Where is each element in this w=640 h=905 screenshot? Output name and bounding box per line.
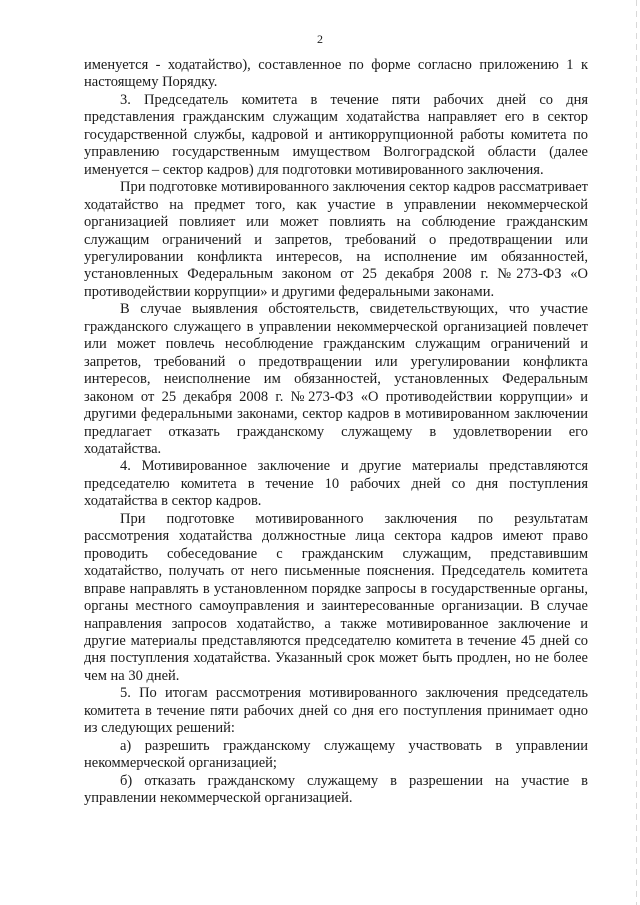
page-number: 2 [317,32,323,46]
paragraph-preparation: При подготовке мотивированного заключения сектор кадров рассматривает ходатайство на предмет того, как участие в управлении некоммерческой организацией повлияет или может повлиять на соблюдение гражданским служащим ограничений и запретов, требований о предотвращении или урегулировании конфликта интересов, на исполнение им обязанностей, установленных Федеральным законом от 25 декабря 2008 г. №273-ФЗ «О противодействии коррупции» и другими федеральными законами. [84,179,588,300]
paragraph-continuation: именуется - ходатайство), составленное по форме согласно приложению 1 к настоящему Порядку. [84,57,588,91]
paragraph-review-rights: При подготовке мотивированного заключения по результатам рассмотрения ходатайства должностные лица сектора кадров имеют право проводить собеседование с гражданским служащим, представившим ходатайство, получать от него письменные пояснения. Председатель комитета вправе направлять в установленном порядке запросы в государственные органы, органы местного самоуправления и заинтересованные организации. В случае направления запросов ходатайство, а также мотивированное заключение и другие материалы представляются председателю комитета в течение 45 дней со дня поступления ходатайства. Указанный срок может быть продлен, но не более чем на 30 дней. [84,510,588,684]
document-body [84,57,588,807]
scan-edge-line [636,0,637,905]
paragraph-item-5: 5. По итогам рассмотрения мотивированного заключения председатель комитета в течение пяти рабочих дней со дня его поступления принимает одно из следующих решений: [84,685,588,737]
paragraph-item-4: 4. Мотивированное заключение и другие материалы представляются председателю комитета в течение 10 рабочих дней со дня поступления ходатайства в сектор кадров. [84,458,588,510]
decision-option-a: а) разрешить гражданскому служащему участвовать в управлении некоммерческой организацией; [84,737,588,772]
paragraph-item-3: 3. Председатель комитета в течение пяти рабочих дней со дня представления гражданским служащим ходатайства направляет его в сектор государственной службы, кадровой и антикоррупционной работы комитета по управлению государственным имуществом Волгоградской области (далее именуется – сектор кадров) для подготовки мотивированного заключения. [84,91,588,178]
decision-option-b: б) отказать гражданскому служащему в разрешении на участие в управлении некоммерческой организацией. [84,772,588,807]
paragraph-refusal-case: В случае выявления обстоятельств, свидетельствующих, что участие гражданского служащего в управлении некоммерческой организацией повлечет или может повлечь несоблюдение гражданским служащим ограничений и запретов, требований о предотвращении или урегулировании конфликта интересов, неисполнение им обязанностей, установленных Федеральным законом от 25 декабря 2008 г. №273-ФЗ «О противодействии коррупции» и другими федеральными законами, сектор кадров в мотивированном заключении предлагает отказать гражданскому служащему в удовлетворении его ходатайства. [84,301,588,457]
